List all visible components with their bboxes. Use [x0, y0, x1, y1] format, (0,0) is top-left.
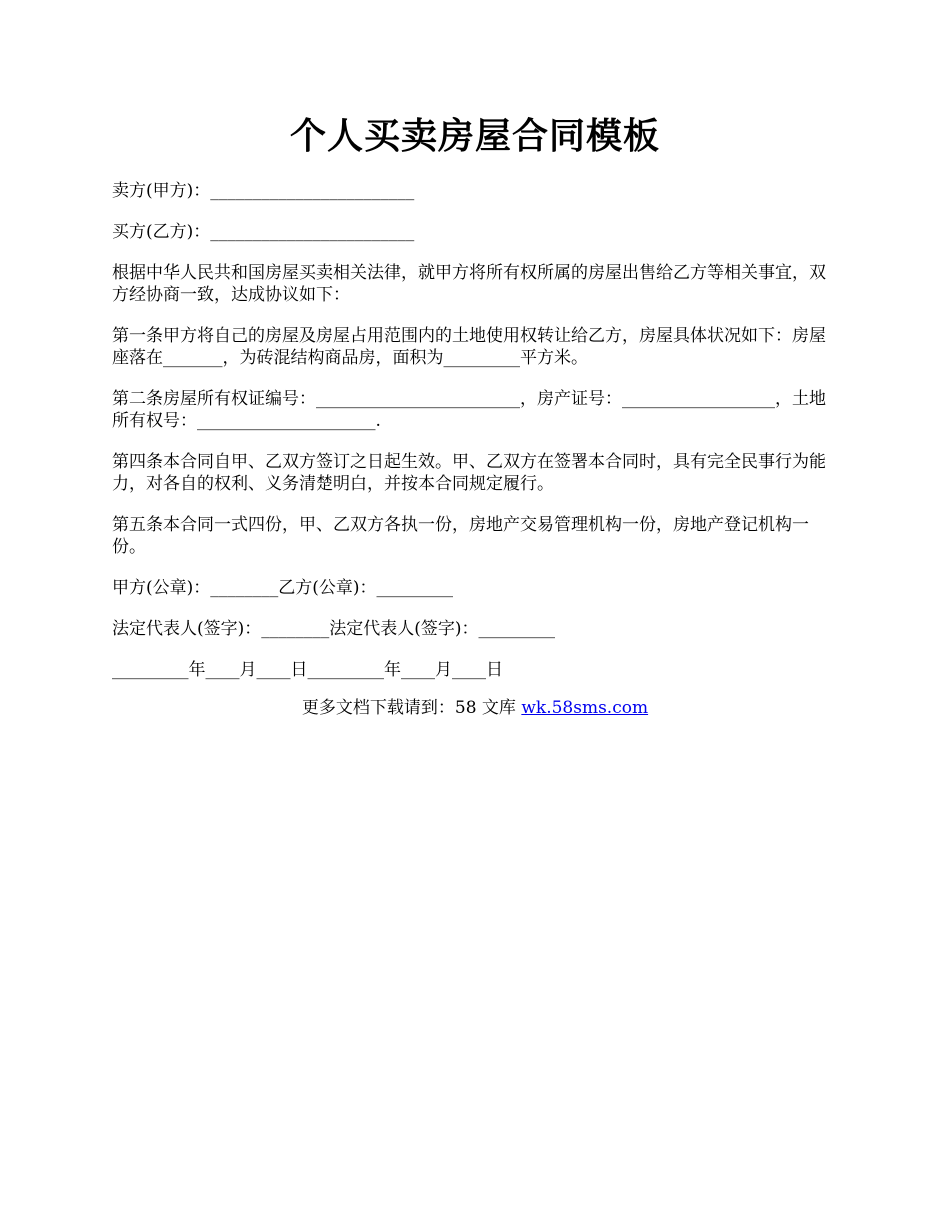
date-line: _________年____月____日_________年____月____日 [112, 660, 503, 680]
article-5-paragraph: 第五条本合同一式四份，甲、乙双方各执一份，房地产交易管理机构一份，房地产登记机构一份。 [112, 515, 809, 557]
seller-line: 卖方(甲方)：________________________ [112, 181, 415, 201]
document-body [112, 180, 842, 700]
footer-link[interactable]: wk.58sms.com [521, 698, 649, 718]
article-4-paragraph: 第四条本合同自甲、乙双方签订之日起生效。甲、乙双方在签署本合同时，具有完全民事行为能力，对各自的权利、义务清楚明白，并按本合同规定履行。 [112, 452, 826, 494]
document-title: 个人买卖房屋合同模板 [289, 115, 660, 157]
download-footer [0, 697, 950, 719]
footer-text: 更多文档下载请到：58 文库 [301, 698, 522, 718]
article-2-paragraph: 第二条房屋所有权证编号：________________________，房产证号：__________________，土地所有权号：_____________________. [112, 389, 826, 431]
buyer-line: 买方(乙方)：________________________ [112, 222, 415, 242]
seal-line: 甲方(公章)：________乙方(公章)：_________ [112, 578, 454, 598]
signature-line: 法定代表人(签字)：________法定代表人(签字)：_________ [112, 619, 556, 639]
preamble-paragraph: 根据中华人民共和国房屋买卖相关法律，就甲方将所有权所属的房屋出售给乙方等相关事宜，双方经协商一致，达成协议如下： [112, 263, 826, 305]
article-1-paragraph: 第一条甲方将自己的房屋及房屋占用范围内的土地使用权转让给乙方，房屋具体状况如下：房屋座落在_______，为砖混结构商品房，面积为_________平方米。 [112, 326, 826, 368]
